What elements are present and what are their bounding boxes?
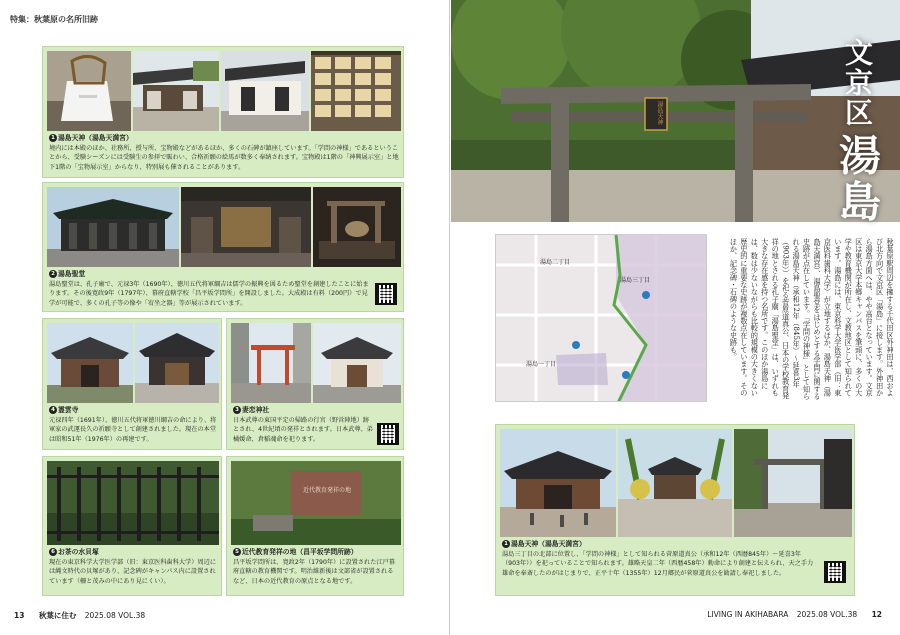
- page-number-right: 12: [871, 610, 882, 619]
- photo-reiunji-hall: [135, 323, 219, 403]
- caption-reiunji: 4 霊雲寺 元禄四年（1691年）、徳川五代将軍徳川綱吉の命により、将軍家の武運長久の祈願寺として創建されました。現在の本堂は昭和51年（1976年）の再建です。: [49, 406, 217, 443]
- qr-code-tsumakoi[interactable]: [377, 423, 399, 445]
- spot-card-reiunji: [42, 318, 222, 450]
- map-label: 湯島一丁目: [526, 361, 557, 368]
- photo-ema-plaques: [311, 51, 401, 131]
- spot-card-yushima-tenjin: [42, 46, 404, 178]
- photo-treasure-hall: [221, 51, 309, 131]
- left-footer: [14, 610, 145, 621]
- spot-card-kaizuka: [42, 456, 222, 596]
- spot-card-yushima-tenjin-right: [495, 424, 855, 596]
- page-number-left: 13: [14, 611, 25, 620]
- map-label: 湯島二丁目: [540, 259, 571, 266]
- photo-education-stone: [231, 461, 401, 545]
- photo-seido-interior: [181, 187, 311, 267]
- caption-shoheizaka: 5 近代教育発祥の地（昌平坂学問所跡） 昌平坂学問所は、寛政2年（1790年）に設置された江戸幕府直轄の教育機関です。明治維新後は文部省が設置されるなど、日本の近代教育の原点となる地です。: [233, 548, 395, 585]
- photo-shrine-gate: [133, 51, 219, 131]
- feature-tag: 特集：秋葉原の名所旧跡: [10, 15, 98, 24]
- spot-card-yushima-seido: [42, 182, 404, 312]
- qr-code-tenjin[interactable]: [824, 561, 846, 583]
- caption-yushima-tenjin: 1 湯島天神（湯島天満宮） 境内には本殿のほか、社務所、授与所、宝物殿などがあるほか、多くの石碑が鎮座しています。「学問の神様」であるということから、受験シーズンには受験生の参拝で賑わい、合格祈願の絵馬が数多く奉納されます。宝物殿は1階の「神興展示室」と地下1階の「宝物展示室」からなり、特別展も催されることがあります。: [49, 134, 399, 171]
- map-label: 湯島三丁目: [620, 277, 651, 284]
- photo-tenjin-approach: [618, 429, 732, 537]
- stone-inscription: 近代教育発祥の地: [302, 487, 351, 494]
- photo-tsumakoi-torii: [231, 323, 311, 403]
- photo-reiunji-gate: [47, 323, 133, 403]
- issue-left: 2025.08 VOL.38: [84, 611, 146, 620]
- photo-tenjin-main-hall: [500, 429, 616, 537]
- spot-card-tsumakoi: [226, 318, 404, 450]
- caption-tsumakoi: 3 妻恋神社 日本武尊の東国平定の帰路の行宮（野営陣地）跡とされ、4世紀頃の発祥とされます。日本武尊、弟橘媛命、倉稲魂命を祀ります。: [233, 406, 373, 443]
- title-bunkyo: 文京区: [841, 38, 874, 128]
- caption-kaizuka: 6 お茶の水貝塚 現在の東京科学大学医学部（旧：東京医科歯科大学）周辺には縄文時代の貝塚があり、記念碑がキャンパス内に設置されています（柵と茂みの中にあり見にくい）。: [49, 548, 217, 585]
- page-title-vertical: [821, 38, 887, 226]
- caption-yushima-seido: 2 湯島聖堂 湯島聖堂は、孔子廟で、元禄3年（1690年）、徳川五代将軍綱吉は儒学の振興を図るため聖堂を創建したことに始まります。その後寛政9年（1797年）、幕府直轄学校「昌平坂学問所」を開設しました。大成殿は有料（200円）で見学が可能で、多くの孔子等の像や「宥坐之器」等が展示されています。: [49, 270, 369, 307]
- photo-tenjin-torii: [734, 429, 852, 537]
- photo-kaizuka-fence: [47, 461, 219, 545]
- right-page: [451, 0, 900, 635]
- caption-yushima-tenjin-right: 1 湯島天神（湯島天満宮） 湯島三丁目の北部に位置し、「学問の神様」として知られる菅原道真公（承和12年（西暦845年）〜延喜3年（903年））を祀っていることで知られます。雄略天皇二年（西暦458年）勅命により創建と伝えられ、天之手力雄命を奉斎したのがはじまりで、正平十年（1355年）12月郷民が菅原道真公を勧請し奉祀しました。: [502, 540, 814, 577]
- intro-text-vertical: 秋葉原駅周辺を擁する千代田区外神田は、西および北方向で文京区「湯島」に接します。外神田から湯島方面へは、やや高台となっています。文京区は東京大学本郷キャンパスを筆頭に、多くの大学や教育機関が所在し、文教地区として知られています。湯島には、東京科学大学医学部（旧：東京医科歯科大学）が立地するほか、湯島天神（湯島天満宮）、湯島聖堂をはじめとする学問に関する史跡が点在しています。「学問の神様」として知られる湯島天神（承和12年（845年）〜延喜3年（903年））を祀る菅原道真公、日本の学校教育発祥の地とされる孔子廟「湯島聖堂」は、いずれも大きな存在感を持つ名所です。このほか湯島には、数は少ないながらも比較的規模の大きくない歴史的に重要な史跡が複数点在しています。そのほか、記念碑・石碑のような史跡も。: [729, 238, 895, 400]
- torii-plaque-text: 湯島天神: [656, 101, 663, 125]
- photo-yuza-vessel: [313, 187, 401, 267]
- issue-right: 2025.08 VOL.38: [796, 610, 858, 619]
- magazine-name-left: 秋葉に住む: [38, 611, 77, 620]
- qr-code-seido[interactable]: [375, 283, 397, 305]
- photo-seido-hall: [47, 187, 179, 267]
- right-footer: [707, 610, 882, 619]
- area-map: [495, 234, 707, 402]
- magazine-name-right: LIVING IN AKIHABARA: [707, 610, 789, 619]
- title-yushima: 湯島: [833, 133, 882, 226]
- spot-card-shoheizaka: [226, 456, 404, 596]
- photo-omamori: [47, 51, 131, 131]
- photo-tsumakoi-shrine: [313, 323, 401, 403]
